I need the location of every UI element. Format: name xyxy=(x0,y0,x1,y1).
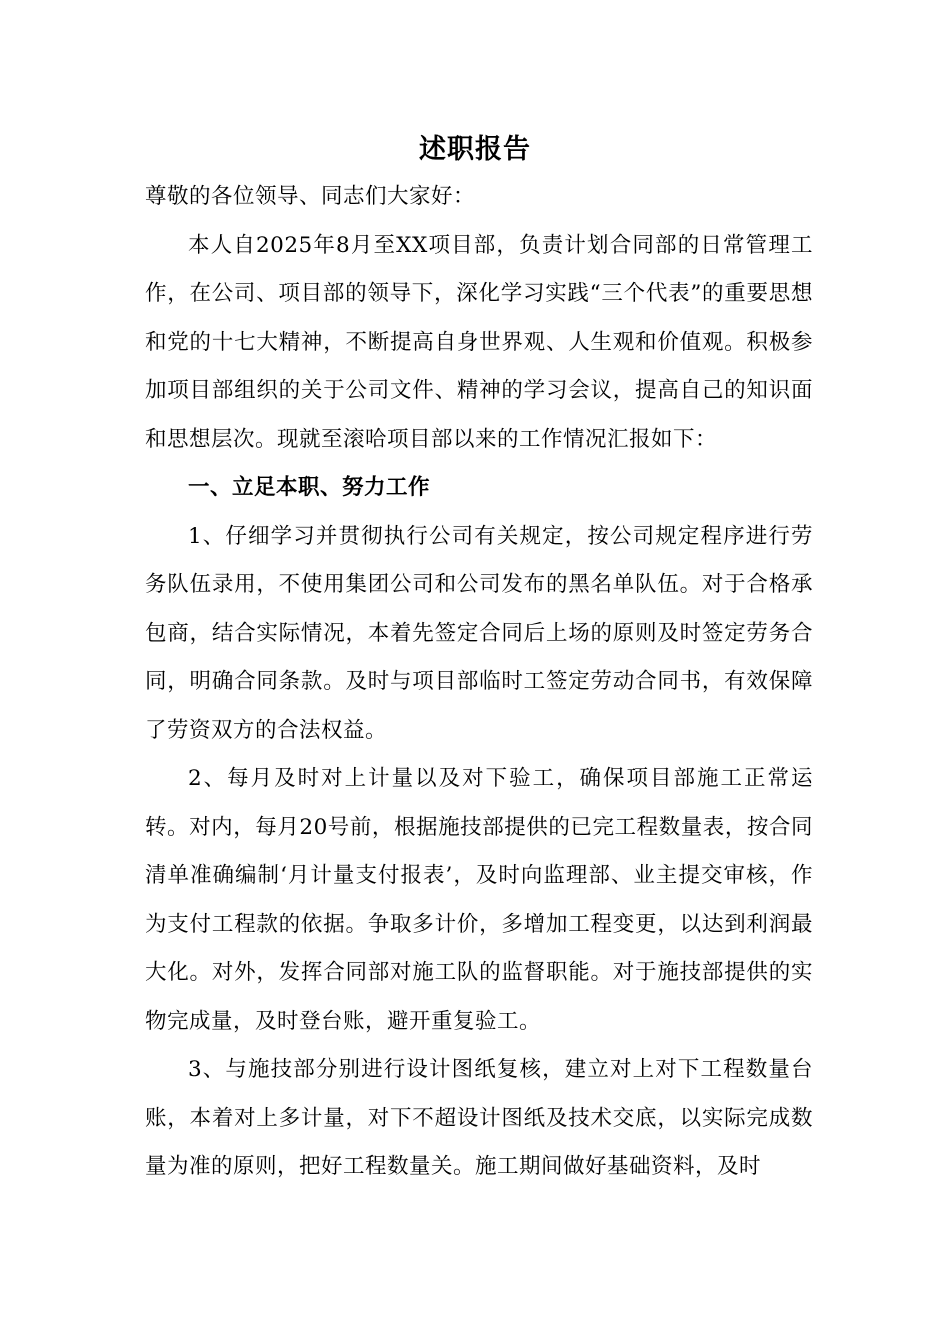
document-body xyxy=(145,173,813,1192)
paragraph-2: 2、每月及时对上计量以及对下验工，确保项目部施工正常运转。对内，每月20号前，根据施技部提供的已完工程数量表，按合同清单准确编制‘月计量支付报表’，及时向监理部、业主提交审核，作为支付工程款的依据。争取多计价，多增加工程变更，以达到利润最大化。对外，发挥合同部对施工队的监督职能。对于施技部提供的实物完成量，及时登台账，避开重复验工。 xyxy=(145,766,813,1034)
paragraph-3: 3、与施技部分别进行设计图纸复核，建立对上对下工程数量台账，本着对上多计量，对下不超设计图纸及技术交底，以实际完成数量为准的原则，把好工程数量关。施工期间做好基础资料，及时 xyxy=(145,1057,813,1179)
paragraph-1: 1、仔细学习并贯彻执行公司有关规定，按公司规定程序进行劳务队伍录用，不使用集团公司和公司发布的黑名单队伍。对于合格承包商，结合实际情况，本着先签定合同后上场的原则及时签定劳务合同，明确合同条款。及时与项目部临时工签定劳动合同书，有效保障了劳资双方的合法权益。 xyxy=(145,523,813,743)
document-title: 述职报告 xyxy=(419,134,531,165)
salutation: 尊敬的各位领导、同志们大家好： xyxy=(145,184,476,209)
intro-paragraph: 本人自2025年8月至XX项目部，负责计划合同部的日常管理工作，在公司、项目部的领导下，深化学习实践“三个代表”的重要思想和党的十七大精神，不断提高自身世界观、人生观和价值观。积极参加项目部组织的关于公司文件、精神的学习会议，提高自己的知识面和思想层次。现就至滚哈项目部以来的工作情况汇报如下： xyxy=(145,232,813,452)
section-heading: 一、立足本职、努力工作 xyxy=(188,475,431,500)
